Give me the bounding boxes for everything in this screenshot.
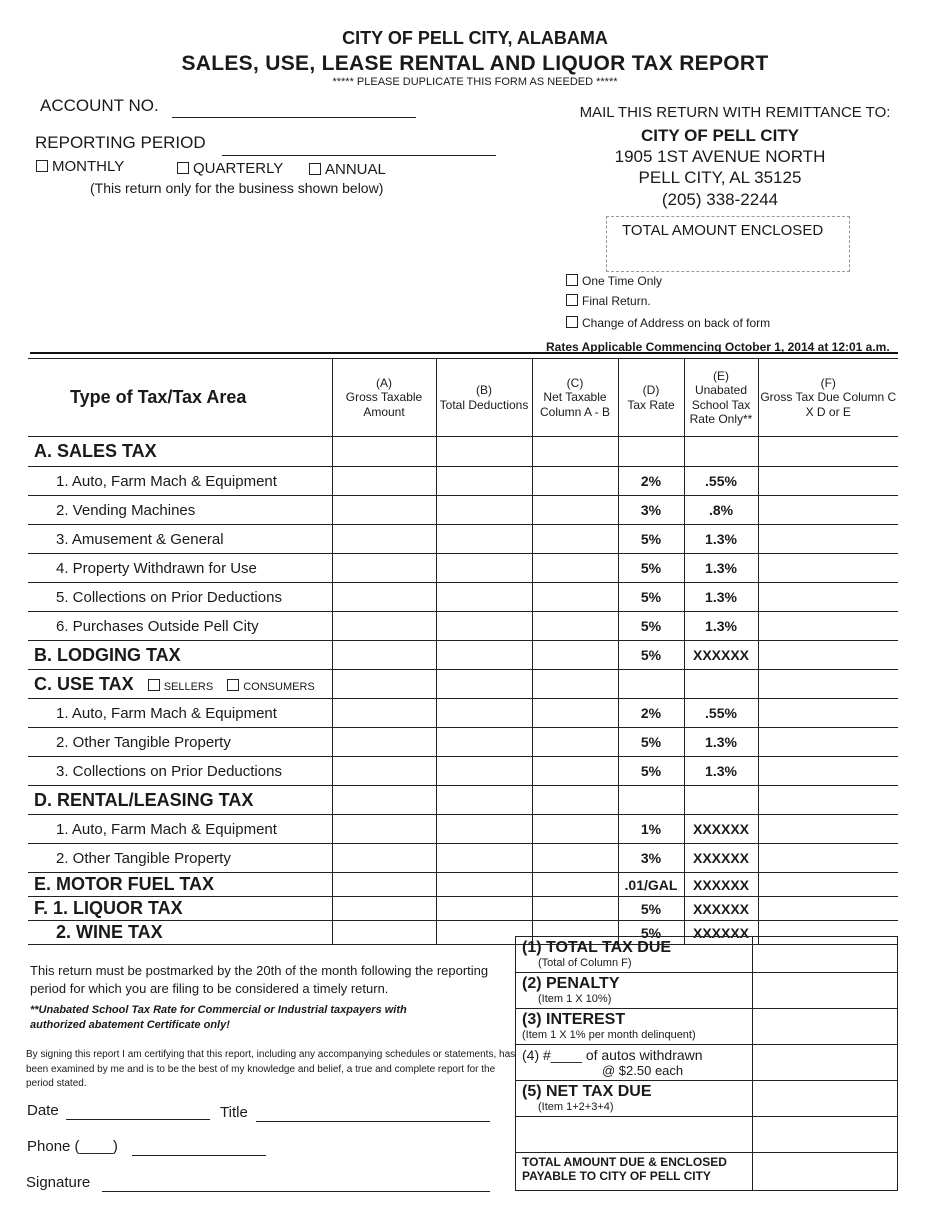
school-tax-rate: 1.3%: [684, 554, 758, 583]
tax-rate: 5%: [618, 612, 684, 641]
gross-tax-due-input[interactable]: [758, 467, 898, 496]
table-row: [28, 467, 898, 496]
school-tax-rate: 1.3%: [684, 757, 758, 786]
row-label: 5. Collections on Prior Deductions: [28, 583, 332, 612]
checkbox[interactable]: [177, 162, 189, 174]
deductions-input[interactable]: [436, 525, 532, 554]
gross-tax-due-input[interactable]: [758, 786, 898, 815]
col-a: (A) Gross Taxable Amount: [332, 359, 436, 437]
deductions-input[interactable]: [436, 815, 532, 844]
title-label: Title: [220, 1104, 248, 1121]
mail-street: 1905 1ST AVENUE NORTH: [614, 147, 826, 166]
row-label: 2. Vending Machines: [28, 496, 332, 525]
tax-table: [28, 358, 898, 945]
gross-tax-due-input[interactable]: [758, 728, 898, 757]
school-tax-rate: 1.3%: [684, 525, 758, 554]
gross-input[interactable]: [332, 699, 436, 728]
table-row: [28, 728, 898, 757]
col-f: (F) Gross Tax Due Column C X D or E: [758, 359, 898, 437]
interest-label: (3) INTEREST: [522, 1011, 626, 1028]
tax-rate: 5%: [618, 583, 684, 612]
account-label: ACCOUNT NO.: [40, 96, 159, 115]
row-label: 1. Auto, Farm Mach & Equipment: [28, 815, 332, 844]
gross-tax-due-input[interactable]: [758, 612, 898, 641]
school-tax-rate: XXXXXX: [684, 873, 758, 897]
gross-tax-due-input[interactable]: [758, 641, 898, 670]
penalty-label: (2) PENALTY: [522, 975, 620, 992]
school-tax-rate: 1.3%: [684, 612, 758, 641]
table-row: [28, 757, 898, 786]
gross-tax-due-input[interactable]: [758, 873, 898, 897]
total-tax-due-label: (1) TOTAL TAX DUE: [522, 939, 672, 956]
reporting-period-field[interactable]: [222, 155, 496, 156]
form-title: SALES, USE, LEASE RENTAL AND LIQUOR TAX REPORT: [181, 52, 769, 75]
gross-input[interactable]: [332, 786, 436, 815]
tax-rate: 5%: [618, 641, 684, 670]
gross-tax-due-input[interactable]: [758, 897, 898, 921]
gross-input[interactable]: [332, 873, 436, 897]
checkbox[interactable]: [566, 316, 578, 328]
gross-input[interactable]: [332, 554, 436, 583]
deductions-input[interactable]: [436, 496, 532, 525]
deductions-input[interactable]: [436, 873, 532, 897]
checkbox[interactable]: [309, 163, 321, 175]
gross-input[interactable]: [332, 757, 436, 786]
blank-input[interactable]: [753, 1117, 898, 1153]
net-input[interactable]: [532, 583, 618, 612]
gross-tax-due-input[interactable]: [758, 496, 898, 525]
gross-input[interactable]: [332, 815, 436, 844]
gross-tax-due-input[interactable]: [758, 844, 898, 873]
table-row: [28, 873, 898, 897]
account-field[interactable]: [172, 117, 416, 118]
net-input[interactable]: [532, 525, 618, 554]
tax-rate: .01/GAL: [618, 873, 684, 897]
total-due-input[interactable]: [753, 1153, 898, 1191]
deductions-input[interactable]: [436, 728, 532, 757]
col-e: (E) Unabated School Tax Rate Only**: [684, 359, 758, 437]
gross-input[interactable]: [332, 525, 436, 554]
row-label: D. RENTAL/LEASING TAX: [28, 786, 332, 815]
tax-rate: 5%: [618, 728, 684, 757]
title-field[interactable]: [256, 1121, 490, 1122]
summary-table: [515, 936, 898, 1191]
table-row: [28, 641, 898, 670]
signature-field[interactable]: [102, 1191, 490, 1192]
table-row: [28, 583, 898, 612]
gross-input[interactable]: [332, 897, 436, 921]
table-row: [28, 437, 898, 467]
table-row: [28, 612, 898, 641]
tax-rate: [618, 786, 684, 815]
gross-tax-due-input[interactable]: [758, 699, 898, 728]
gross-input[interactable]: [332, 496, 436, 525]
net-input[interactable]: [532, 670, 618, 699]
mail-phone: (205) 338-2244: [661, 190, 779, 209]
tax-rate: 2%: [618, 467, 684, 496]
gross-input[interactable]: [332, 844, 436, 873]
gross-input[interactable]: [332, 437, 436, 467]
gross-tax-due-input[interactable]: [758, 525, 898, 554]
tax-rate: [618, 437, 684, 467]
school-tax-rate: [684, 437, 758, 467]
duplicate-note: ***** PLEASE DUPLICATE THIS FORM AS NEEDED *****: [332, 76, 618, 88]
checkbox[interactable]: [566, 274, 578, 286]
table-row: [28, 786, 898, 815]
gross-input[interactable]: [332, 670, 436, 699]
checkbox[interactable]: [148, 679, 160, 691]
net-input[interactable]: [532, 844, 618, 873]
certification-text: By signing this report I am certifying that this report, including any accompanying schedules or statements, has been examined by me and is to be the best of my knowledge and belief, a true and complete report for the period stated.: [26, 1049, 516, 1089]
checkbox[interactable]: [566, 294, 578, 306]
deductions-input[interactable]: [436, 757, 532, 786]
table-header: [28, 359, 898, 437]
gross-input[interactable]: [332, 921, 436, 945]
tax-rate: 2%: [618, 699, 684, 728]
postmark-note: This return must be postmarked by the 20th of the month following the reporting period for which you are filing to be considered a timely return.: [30, 963, 489, 996]
gross-input[interactable]: [332, 728, 436, 757]
phone-label: Phone (____): [27, 1138, 118, 1155]
school-tax-rate: .55%: [684, 699, 758, 728]
mail-intro: MAIL THIS RETURN WITH REMITTANCE TO:: [579, 104, 891, 121]
table-row: [28, 554, 898, 583]
tax-rate: [618, 670, 684, 699]
summary-row: (5) NET TAX DUE (Item 1+2+3+4): [516, 1081, 898, 1117]
tax-rate: 1%: [618, 815, 684, 844]
deductions-input[interactable]: [436, 554, 532, 583]
deductions-input[interactable]: [436, 437, 532, 467]
row-label: 6. Purchases Outside Pell City: [28, 612, 332, 641]
summary-row: (3) INTEREST (Item 1 X 1% per month delinquent): [516, 1009, 898, 1045]
table-row: [28, 670, 898, 699]
deductions-input[interactable]: [436, 467, 532, 496]
row-label: 1. Auto, Farm Mach & Equipment: [28, 467, 332, 496]
deductions-input[interactable]: [436, 583, 532, 612]
net-input[interactable]: [532, 467, 618, 496]
form-city-heading: CITY OF PELL CITY, ALABAMA: [342, 28, 608, 48]
net-input[interactable]: [532, 612, 618, 641]
row-label: A. SALES TAX: [28, 437, 332, 467]
abatement-note: **Unabated School Tax Rate for Commercial or Industrial taxpayers with authorized abatement Certificate only!: [30, 1004, 407, 1032]
tax-rate: 5%: [618, 554, 684, 583]
net-input[interactable]: [532, 496, 618, 525]
col-d: (D) Tax Rate: [618, 359, 684, 437]
deductions-input[interactable]: [436, 897, 532, 921]
net-tax-due-input[interactable]: [753, 1081, 898, 1117]
date-label: Date: [27, 1102, 59, 1119]
col-type: Type of Tax/Tax Area: [28, 359, 332, 437]
check-change-address[interactable]: Change of Address on back of form: [566, 316, 770, 330]
row-label: E. MOTOR FUEL TAX: [28, 873, 332, 897]
net-input[interactable]: [532, 699, 618, 728]
gross-tax-due-input[interactable]: [758, 815, 898, 844]
tax-rate: 3%: [618, 844, 684, 873]
row-label: C. USE TAX SELLERS CONSUMERS: [28, 670, 332, 699]
period-quarterly[interactable]: QUARTERLY: [177, 160, 283, 177]
net-input[interactable]: [532, 815, 618, 844]
deductions-input[interactable]: [436, 612, 532, 641]
row-label: 2. Other Tangible Property: [28, 728, 332, 757]
total-enclosed-label: TOTAL AMOUNT ENCLOSED: [622, 222, 824, 239]
school-tax-rate: XXXXXX: [684, 921, 758, 945]
row-label: 3. Amusement & General: [28, 525, 332, 554]
mail-city: PELL CITY, AL 35125: [638, 168, 802, 187]
gross-input[interactable]: [332, 612, 436, 641]
net-input[interactable]: [532, 641, 618, 670]
col-b: (B) Total Deductions: [436, 359, 532, 437]
net-input[interactable]: [532, 757, 618, 786]
use-tax-option[interactable]: SELLERS: [148, 681, 214, 693]
gross-tax-due-input[interactable]: [758, 437, 898, 467]
gross-input[interactable]: [332, 467, 436, 496]
interest-input[interactable]: [753, 1009, 898, 1045]
school-tax-rate: XXXXXX: [684, 844, 758, 873]
summary-row: (2) PENALTY (Item 1 X 10%): [516, 973, 898, 1009]
summary-row: (4) #____ of autos withdrawn @ $2.50 each: [516, 1045, 898, 1081]
table-row: [28, 815, 898, 844]
checkbox[interactable]: [36, 160, 48, 172]
school-tax-rate: XXXXXX: [684, 815, 758, 844]
school-tax-rate: XXXXXX: [684, 641, 758, 670]
net-input[interactable]: [532, 554, 618, 583]
table-row: [28, 699, 898, 728]
tax-rate: 5%: [618, 897, 684, 921]
tax-rate: 5%: [618, 525, 684, 554]
summary-row: [516, 1117, 898, 1153]
school-tax-rate: [684, 670, 758, 699]
net-tax-due-label: (5) NET TAX DUE: [522, 1083, 652, 1100]
net-input[interactable]: [532, 786, 618, 815]
check-one-time[interactable]: One Time Only: [566, 274, 662, 288]
net-input[interactable]: [532, 873, 618, 897]
row-label: B. LODGING TAX: [28, 641, 332, 670]
check-final-return[interactable]: Final Return.: [566, 294, 651, 308]
total-due-label: TOTAL AMOUNT DUE & ENCLOSED: [522, 1155, 727, 1169]
period-annual[interactable]: ANNUAL: [309, 161, 386, 178]
business-note: (This return only for the business shown below): [90, 180, 384, 196]
tax-rate: 3%: [618, 496, 684, 525]
tax-rate: 5%: [618, 757, 684, 786]
autos-withdrawn-input[interactable]: [753, 1045, 898, 1081]
phone-field[interactable]: [132, 1155, 266, 1156]
deductions-input[interactable]: [436, 670, 532, 699]
deductions-input[interactable]: [436, 641, 532, 670]
table-row: [28, 496, 898, 525]
school-tax-rate: [684, 786, 758, 815]
gross-input[interactable]: [332, 641, 436, 670]
checkbox[interactable]: [227, 679, 239, 691]
summary-row: (1) TOTAL TAX DUE (Total of Column F): [516, 937, 898, 973]
row-label: 3. Collections on Prior Deductions: [28, 757, 332, 786]
period-monthly[interactable]: MONTHLY: [36, 158, 124, 175]
deductions-input[interactable]: [436, 844, 532, 873]
gross-tax-due-input[interactable]: [758, 554, 898, 583]
tax-rate: 5%: [618, 921, 684, 945]
row-label: 2. Other Tangible Property: [28, 844, 332, 873]
school-tax-rate: 1.3%: [684, 728, 758, 757]
gross-tax-due-input[interactable]: [758, 670, 898, 699]
reporting-period-label: REPORTING PERIOD: [35, 133, 206, 152]
deductions-input[interactable]: [436, 786, 532, 815]
divider: [30, 352, 898, 354]
rates-note: Rates Applicable Commencing October 1, 2014 at 12:01 a.m.: [546, 340, 890, 354]
penalty-input[interactable]: [753, 973, 898, 1009]
row-label: 1. Auto, Farm Mach & Equipment: [28, 699, 332, 728]
school-tax-rate: XXXXXX: [684, 897, 758, 921]
date-field[interactable]: [66, 1119, 210, 1120]
summary-row: TOTAL AMOUNT DUE & ENCLOSED PAYABLE TO CITY OF PELL CITY: [516, 1153, 898, 1191]
net-input[interactable]: [532, 437, 618, 467]
col-c: (C) Net Taxable Column A - B: [532, 359, 618, 437]
school-tax-rate: .8%: [684, 496, 758, 525]
deductions-input[interactable]: [436, 699, 532, 728]
row-label: 4. Property Withdrawn for Use: [28, 554, 332, 583]
net-input[interactable]: [532, 728, 618, 757]
row-label: F. 1. LIQUOR TAX: [28, 897, 332, 921]
school-tax-rate: .55%: [684, 467, 758, 496]
use-tax-option[interactable]: CONSUMERS: [227, 681, 315, 693]
gross-input[interactable]: [332, 583, 436, 612]
mail-name: CITY OF PELL CITY: [640, 126, 800, 145]
autos-withdrawn-label: (4) #____ of autos withdrawn: [522, 1047, 703, 1063]
table-row: [28, 897, 898, 921]
school-tax-rate: 1.3%: [684, 583, 758, 612]
gross-tax-due-input[interactable]: [758, 583, 898, 612]
net-input[interactable]: [532, 897, 618, 921]
table-row: [28, 844, 898, 873]
signature-label: Signature: [26, 1174, 91, 1191]
gross-tax-due-input[interactable]: [758, 757, 898, 786]
row-label: 2. WINE TAX: [28, 921, 332, 945]
total-tax-due-input[interactable]: [753, 937, 898, 973]
table-row: [28, 525, 898, 554]
